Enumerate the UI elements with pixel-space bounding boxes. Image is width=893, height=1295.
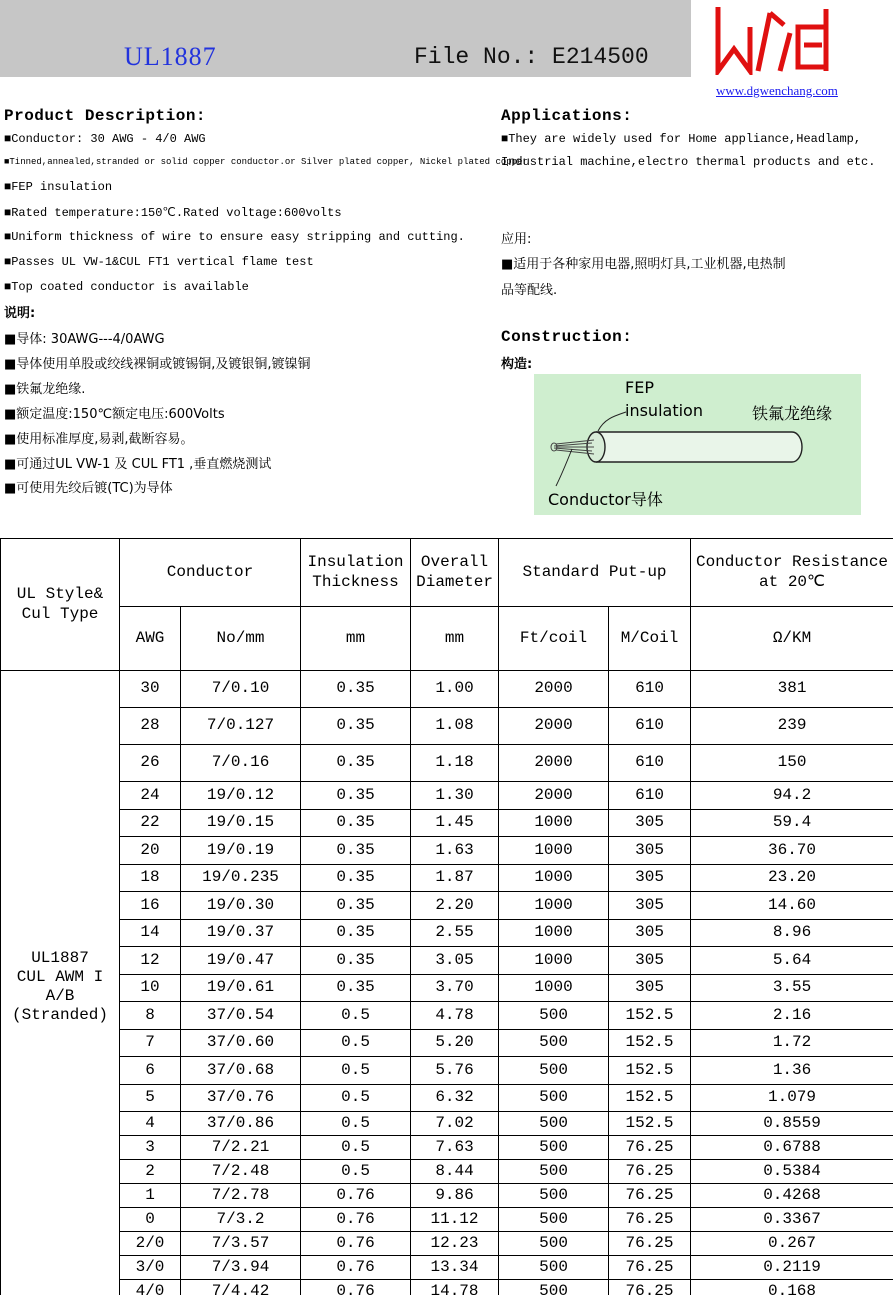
table-row bbox=[1, 919, 893, 947]
diameter-cell: 1.45 bbox=[411, 809, 499, 837]
conductor-label: Conductor导体 bbox=[548, 490, 663, 509]
desc-line: ■Tinned,annealed,stranded or solid copper conductor.or Silver plated copper, Nickel plated copper bbox=[4, 157, 528, 167]
table-row bbox=[1, 1232, 893, 1256]
ft-coil-cell: 500 bbox=[499, 1256, 609, 1280]
ft-coil-cell: 500 bbox=[499, 1184, 609, 1208]
table-row bbox=[1, 1084, 893, 1112]
ft-coil-cell: 2000 bbox=[499, 671, 609, 708]
diameter-cell: 1.63 bbox=[411, 837, 499, 865]
m-coil-cell: 305 bbox=[609, 809, 691, 837]
m-coil-cell: 76.25 bbox=[609, 1160, 691, 1184]
resistance-cell: 59.4 bbox=[691, 809, 893, 837]
awg-cell: 12 bbox=[120, 947, 181, 975]
desc-line: ■Top coated conductor is available bbox=[4, 280, 249, 294]
m-coil-cell: 610 bbox=[609, 782, 691, 810]
nomm-cell: 7/4.42 bbox=[181, 1280, 301, 1295]
header-resistance: Conductor Resistance at 20℃ bbox=[691, 539, 893, 607]
insulation-cell: 0.5 bbox=[301, 1160, 411, 1184]
diameter-cell: 1.87 bbox=[411, 864, 499, 892]
table-row bbox=[1, 892, 893, 920]
m-coil-cell: 305 bbox=[609, 947, 691, 975]
diameter-cell: 9.86 bbox=[411, 1184, 499, 1208]
nomm-cell: 7/2.21 bbox=[181, 1136, 301, 1160]
insulation-cell: 0.35 bbox=[301, 745, 411, 782]
style-type-cell bbox=[1, 671, 120, 1295]
insulation-cell: 0.76 bbox=[301, 1184, 411, 1208]
table-row bbox=[1, 864, 893, 892]
resistance-cell: 3.55 bbox=[691, 974, 893, 1002]
nomm-cell: 7/3.57 bbox=[181, 1232, 301, 1256]
insulation-cell: 0.35 bbox=[301, 809, 411, 837]
ft-coil-cell: 500 bbox=[499, 1029, 609, 1057]
awg-cell: 14 bbox=[120, 919, 181, 947]
insulation-cell: 0.76 bbox=[301, 1208, 411, 1232]
m-coil-cell: 610 bbox=[609, 671, 691, 708]
applications-line: Industrial machine,electro thermal products and etc. bbox=[501, 155, 876, 169]
nomm-cell: 19/0.15 bbox=[181, 809, 301, 837]
desc-line: ■Uniform thickness of wire to ensure easy stripping and cutting. bbox=[4, 230, 465, 244]
insulation-label: insulation bbox=[625, 401, 703, 420]
applications-line: ■They are widely used for Home appliance,Headlamp, bbox=[501, 132, 862, 146]
desc-line: ■Rated temperature:150℃.Rated voltage:600volts bbox=[4, 206, 342, 220]
subheader-ohm: Ω/KM bbox=[691, 607, 893, 671]
model-title: UL1887 bbox=[124, 42, 217, 71]
nomm-cell: 37/0.60 bbox=[181, 1029, 301, 1057]
subheader-m: M/Coil bbox=[609, 607, 691, 671]
construction-cn-title: 构造: bbox=[501, 357, 533, 372]
spec-table bbox=[0, 538, 893, 1295]
diameter-cell: 4.78 bbox=[411, 1002, 499, 1030]
ft-coil-cell: 500 bbox=[499, 1084, 609, 1112]
insulation-cell: 0.35 bbox=[301, 671, 411, 708]
ft-coil-cell: 2000 bbox=[499, 782, 609, 810]
resistance-cell: 1.72 bbox=[691, 1029, 893, 1057]
m-coil-cell: 76.25 bbox=[609, 1136, 691, 1160]
table-row bbox=[1, 1184, 893, 1208]
nomm-cell: 7/2.78 bbox=[181, 1184, 301, 1208]
ft-coil-cell: 1000 bbox=[499, 919, 609, 947]
ft-coil-cell: 500 bbox=[499, 1232, 609, 1256]
ft-coil-cell: 500 bbox=[499, 1208, 609, 1232]
nomm-cell: 19/0.37 bbox=[181, 919, 301, 947]
resistance-cell: 0.4268 bbox=[691, 1184, 893, 1208]
ft-coil-cell: 1000 bbox=[499, 809, 609, 837]
nomm-cell: 19/0.47 bbox=[181, 947, 301, 975]
nomm-cell: 7/3.2 bbox=[181, 1208, 301, 1232]
awg-cell: 7 bbox=[120, 1029, 181, 1057]
resistance-cell: 0.2119 bbox=[691, 1256, 893, 1280]
resistance-cell: 14.60 bbox=[691, 892, 893, 920]
awg-cell: 18 bbox=[120, 864, 181, 892]
resistance-cell: 150 bbox=[691, 745, 893, 782]
m-coil-cell: 76.25 bbox=[609, 1184, 691, 1208]
ft-coil-cell: 500 bbox=[499, 1057, 609, 1085]
nomm-cell: 37/0.76 bbox=[181, 1084, 301, 1112]
subheader-awg: AWG bbox=[120, 607, 181, 671]
diameter-cell: 1.08 bbox=[411, 708, 499, 745]
ft-coil-cell: 500 bbox=[499, 1160, 609, 1184]
awg-cell: 8 bbox=[120, 1002, 181, 1030]
table-row bbox=[1, 837, 893, 865]
fep-label: FEP bbox=[625, 378, 654, 397]
resistance-cell: 0.6788 bbox=[691, 1136, 893, 1160]
m-coil-cell: 305 bbox=[609, 864, 691, 892]
table-row bbox=[1, 1256, 893, 1280]
table-row bbox=[1, 1136, 893, 1160]
nomm-cell: 7/0.127 bbox=[181, 708, 301, 745]
m-coil-cell: 152.5 bbox=[609, 1029, 691, 1057]
m-coil-cell: 610 bbox=[609, 708, 691, 745]
subheader-od-unit: mm bbox=[411, 607, 499, 671]
insulation-cell: 0.35 bbox=[301, 919, 411, 947]
diameter-cell: 1.18 bbox=[411, 745, 499, 782]
subheader-ft: Ft/coil bbox=[499, 607, 609, 671]
desc-line: ■Passes UL VW-1&CUL FT1 vertical flame test bbox=[4, 255, 314, 269]
insulation-cell: 0.76 bbox=[301, 1280, 411, 1295]
diameter-cell: 6.32 bbox=[411, 1084, 499, 1112]
ft-coil-cell: 2000 bbox=[499, 745, 609, 782]
table-row bbox=[1, 782, 893, 810]
insulation-cell: 0.35 bbox=[301, 782, 411, 810]
awg-cell: 5 bbox=[120, 1084, 181, 1112]
insulation-cell: 0.35 bbox=[301, 974, 411, 1002]
table-row bbox=[1, 1280, 893, 1295]
diameter-cell: 5.76 bbox=[411, 1057, 499, 1085]
ft-coil-cell: 1000 bbox=[499, 974, 609, 1002]
applications-title: Applications: bbox=[501, 107, 633, 125]
ft-coil-cell: 1000 bbox=[499, 947, 609, 975]
diameter-cell: 3.70 bbox=[411, 974, 499, 1002]
m-coil-cell: 305 bbox=[609, 837, 691, 865]
company-logo bbox=[714, 5, 836, 75]
awg-cell: 22 bbox=[120, 809, 181, 837]
table-row bbox=[1, 671, 893, 708]
desc-cn-line: ■可使用先绞后镀(TC)为导体 bbox=[4, 481, 173, 496]
insulation-cell: 0.76 bbox=[301, 1232, 411, 1256]
insulation-cell: 0.35 bbox=[301, 947, 411, 975]
insulation-cell: 0.35 bbox=[301, 837, 411, 865]
insulation-cell: 0.5 bbox=[301, 1084, 411, 1112]
nomm-cell: 19/0.19 bbox=[181, 837, 301, 865]
style-type-line: (Stranded) bbox=[11, 1006, 108, 1025]
nomm-cell: 37/0.54 bbox=[181, 1002, 301, 1030]
website-link[interactable]: www.dgwenchang.com bbox=[716, 83, 838, 98]
insulation-cell: 0.76 bbox=[301, 1256, 411, 1280]
nomm-cell: 19/0.61 bbox=[181, 974, 301, 1002]
diameter-cell: 2.20 bbox=[411, 892, 499, 920]
resistance-cell: 0.267 bbox=[691, 1232, 893, 1256]
diameter-cell: 7.63 bbox=[411, 1136, 499, 1160]
diameter-cell: 5.20 bbox=[411, 1029, 499, 1057]
awg-cell: 24 bbox=[120, 782, 181, 810]
resistance-cell: 8.96 bbox=[691, 919, 893, 947]
resistance-cell: 0.168 bbox=[691, 1280, 893, 1295]
m-coil-cell: 610 bbox=[609, 745, 691, 782]
resistance-cell: 23.20 bbox=[691, 864, 893, 892]
header-style: UL Style& Cul Type bbox=[1, 539, 120, 671]
nomm-cell: 37/0.68 bbox=[181, 1057, 301, 1085]
table-row bbox=[1, 708, 893, 745]
awg-cell: 26 bbox=[120, 745, 181, 782]
nomm-cell: 7/0.10 bbox=[181, 671, 301, 708]
desc-cn-line: ■导体: 30AWG---4/0AWG bbox=[4, 332, 165, 347]
applications-cn-line: 品等配线. bbox=[501, 283, 558, 298]
table-row bbox=[1, 1002, 893, 1030]
resistance-cell: 0.8559 bbox=[691, 1112, 893, 1136]
header-overall-diameter: Overall Diameter bbox=[411, 539, 499, 607]
subheader-nomm: No/mm bbox=[181, 607, 301, 671]
desc-cn-line: ■可通过UL VW-1 及 CUL FT1 ,垂直燃烧测试 bbox=[4, 457, 272, 472]
awg-cell: 4/0 bbox=[120, 1280, 181, 1295]
nomm-cell: 19/0.12 bbox=[181, 782, 301, 810]
ft-coil-cell: 500 bbox=[499, 1280, 609, 1295]
resistance-cell: 94.2 bbox=[691, 782, 893, 810]
awg-cell: 30 bbox=[120, 671, 181, 708]
table-row bbox=[1, 1160, 893, 1184]
resistance-cell: 1.079 bbox=[691, 1084, 893, 1112]
awg-cell: 6 bbox=[120, 1057, 181, 1085]
table-row bbox=[1, 1029, 893, 1057]
desc-cn-line: ■使用标准厚度,易剥,截断容易。 bbox=[4, 432, 194, 447]
insulation-cell: 0.35 bbox=[301, 708, 411, 745]
m-coil-cell: 76.25 bbox=[609, 1256, 691, 1280]
desc-line: ■Conductor: 30 AWG - 4/0 AWG bbox=[4, 132, 206, 146]
spec-table-body bbox=[1, 671, 893, 1295]
table-row bbox=[1, 1208, 893, 1232]
awg-cell: 28 bbox=[120, 708, 181, 745]
m-coil-cell: 152.5 bbox=[609, 1112, 691, 1136]
diameter-cell: 3.05 bbox=[411, 947, 499, 975]
m-coil-cell: 305 bbox=[609, 974, 691, 1002]
desc-cn-line: ■额定温度:150℃额定电压:600Volts bbox=[4, 407, 225, 422]
m-coil-cell: 305 bbox=[609, 892, 691, 920]
nomm-cell: 7/0.16 bbox=[181, 745, 301, 782]
applications-cn-line: ■适用于各种家用电器,照明灯具,工业机器,电热制 bbox=[501, 257, 786, 272]
applications-cn-title: 应用: bbox=[501, 232, 532, 247]
awg-cell: 3 bbox=[120, 1136, 181, 1160]
subheader-ins-unit: mm bbox=[301, 607, 411, 671]
file-number: File No.: E214500 bbox=[414, 44, 649, 70]
desc-line: ■FEP insulation bbox=[4, 180, 113, 194]
style-type-line: CUL AWM I bbox=[16, 967, 104, 986]
table-row bbox=[1, 745, 893, 782]
construction-diagram bbox=[534, 374, 861, 515]
awg-cell: 4 bbox=[120, 1112, 181, 1136]
resistance-cell: 0.5384 bbox=[691, 1160, 893, 1184]
style-type-line: UL1887 bbox=[31, 948, 89, 967]
table-row bbox=[1, 947, 893, 975]
ft-coil-cell: 500 bbox=[499, 1112, 609, 1136]
insulation-cell: 0.5 bbox=[301, 1057, 411, 1085]
diameter-cell: 13.34 bbox=[411, 1256, 499, 1280]
ft-coil-cell: 1000 bbox=[499, 892, 609, 920]
diameter-cell: 7.02 bbox=[411, 1112, 499, 1136]
nomm-cell: 37/0.86 bbox=[181, 1112, 301, 1136]
resistance-cell: 381 bbox=[691, 671, 893, 708]
description-cn-title: 说明: bbox=[4, 306, 36, 321]
m-coil-cell: 152.5 bbox=[609, 1084, 691, 1112]
header-putup: Standard Put-up bbox=[499, 539, 691, 607]
m-coil-cell: 152.5 bbox=[609, 1002, 691, 1030]
awg-cell: 16 bbox=[120, 892, 181, 920]
insulation-cell: 0.35 bbox=[301, 864, 411, 892]
insulation-cell: 0.5 bbox=[301, 1002, 411, 1030]
header-conductor: Conductor bbox=[120, 539, 301, 607]
desc-cn-line: ■导体使用单股或绞线裸铜或镀锡铜,及镀银铜,镀镍铜 bbox=[4, 357, 311, 372]
diameter-cell: 14.78 bbox=[411, 1280, 499, 1295]
table-row bbox=[1, 809, 893, 837]
ft-coil-cell: 500 bbox=[499, 1136, 609, 1160]
insulation-cn-label: 铁氟龙绝缘 bbox=[752, 404, 833, 423]
nomm-cell: 19/0.235 bbox=[181, 864, 301, 892]
m-coil-cell: 76.25 bbox=[609, 1280, 691, 1295]
resistance-cell: 36.70 bbox=[691, 837, 893, 865]
resistance-cell: 239 bbox=[691, 708, 893, 745]
awg-cell: 1 bbox=[120, 1184, 181, 1208]
insulation-cell: 0.5 bbox=[301, 1136, 411, 1160]
m-coil-cell: 152.5 bbox=[609, 1057, 691, 1085]
construction-title: Construction: bbox=[501, 328, 633, 346]
resistance-cell: 5.64 bbox=[691, 947, 893, 975]
nomm-cell: 19/0.30 bbox=[181, 892, 301, 920]
diameter-cell: 8.44 bbox=[411, 1160, 499, 1184]
diameter-cell: 11.12 bbox=[411, 1208, 499, 1232]
style-type-line: A/B bbox=[45, 987, 75, 1005]
m-coil-cell: 305 bbox=[609, 919, 691, 947]
diameter-cell: 1.30 bbox=[411, 782, 499, 810]
awg-cell: 3/0 bbox=[120, 1256, 181, 1280]
resistance-cell: 0.3367 bbox=[691, 1208, 893, 1232]
awg-cell: 10 bbox=[120, 974, 181, 1002]
table-row bbox=[1, 1112, 893, 1136]
desc-cn-line: ■铁氟龙绝缘. bbox=[4, 382, 86, 397]
insulation-cell: 0.35 bbox=[301, 892, 411, 920]
ft-coil-cell: 2000 bbox=[499, 708, 609, 745]
insulation-cell: 0.5 bbox=[301, 1029, 411, 1057]
resistance-cell: 2.16 bbox=[691, 1002, 893, 1030]
nomm-cell: 7/2.48 bbox=[181, 1160, 301, 1184]
m-coil-cell: 76.25 bbox=[609, 1208, 691, 1232]
table-row bbox=[1, 1057, 893, 1085]
ft-coil-cell: 500 bbox=[499, 1002, 609, 1030]
awg-cell: 2/0 bbox=[120, 1232, 181, 1256]
resistance-cell: 1.36 bbox=[691, 1057, 893, 1085]
diameter-cell: 1.00 bbox=[411, 671, 499, 708]
ft-coil-cell: 1000 bbox=[499, 837, 609, 865]
nomm-cell: 7/3.94 bbox=[181, 1256, 301, 1280]
diameter-cell: 2.55 bbox=[411, 919, 499, 947]
product-description-title: Product Description: bbox=[4, 107, 207, 125]
ft-coil-cell: 1000 bbox=[499, 864, 609, 892]
table-row bbox=[1, 974, 893, 1002]
awg-cell: 2 bbox=[120, 1160, 181, 1184]
diameter-cell: 12.23 bbox=[411, 1232, 499, 1256]
m-coil-cell: 76.25 bbox=[609, 1232, 691, 1256]
awg-cell: 20 bbox=[120, 837, 181, 865]
header-insulation: Insulation Thickness bbox=[301, 539, 411, 607]
awg-cell: 0 bbox=[120, 1208, 181, 1232]
insulation-cell: 0.5 bbox=[301, 1112, 411, 1136]
